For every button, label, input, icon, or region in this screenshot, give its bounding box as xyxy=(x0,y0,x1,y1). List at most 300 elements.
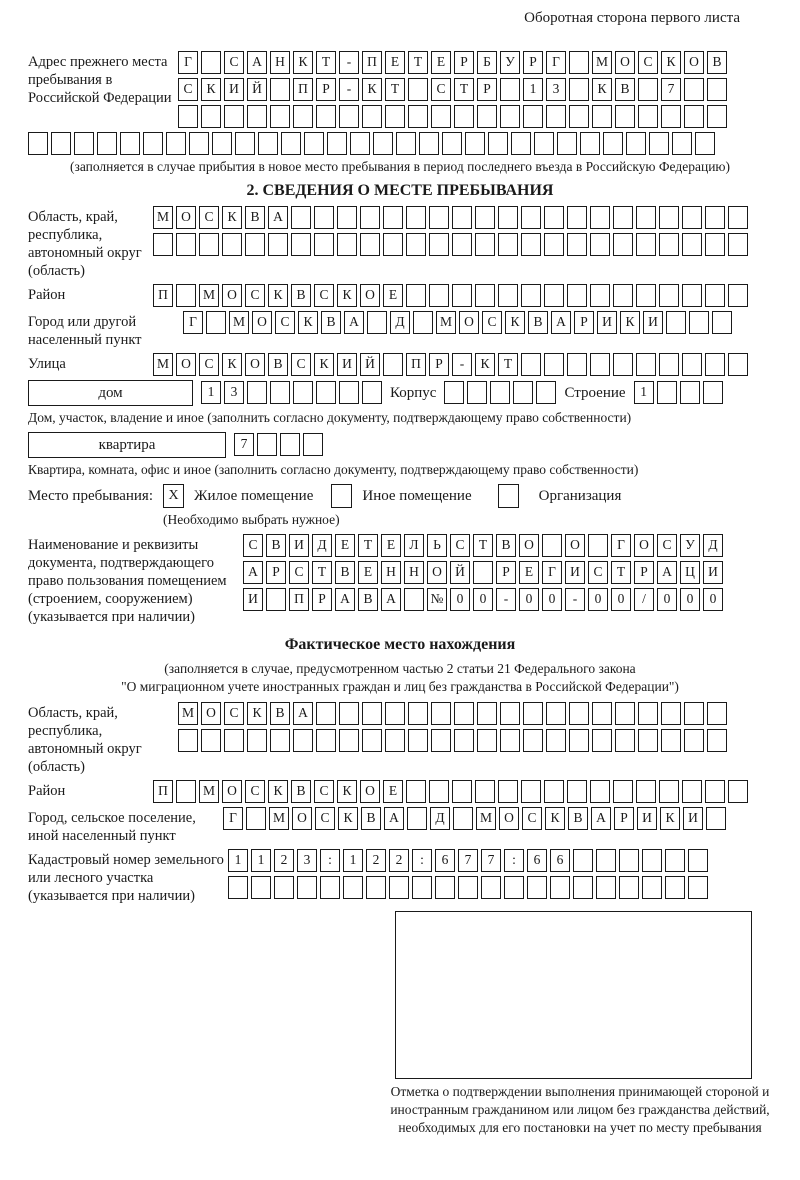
char-cell[interactable] xyxy=(619,849,639,872)
char-cell[interactable] xyxy=(245,233,265,256)
char-cell[interactable]: Т xyxy=(312,561,332,584)
char-cell[interactable] xyxy=(201,729,221,752)
char-cell[interactable]: Д xyxy=(430,807,450,830)
char-cell[interactable] xyxy=(454,702,474,725)
char-cell[interactable] xyxy=(534,132,554,155)
char-cell[interactable]: Е xyxy=(385,51,405,74)
char-cell[interactable] xyxy=(661,702,681,725)
char-cell[interactable] xyxy=(270,78,290,101)
char-cell[interactable]: 3 xyxy=(297,849,317,872)
char-cell[interactable]: В xyxy=(321,311,341,334)
char-cell[interactable] xyxy=(569,105,589,128)
char-cell[interactable] xyxy=(481,876,501,899)
char-cell[interactable]: М xyxy=(476,807,496,830)
char-cell[interactable]: О xyxy=(222,780,242,803)
char-cell[interactable]: С xyxy=(199,206,219,229)
char-cell[interactable] xyxy=(406,206,426,229)
char-cell[interactable]: С xyxy=(522,807,542,830)
char-cell[interactable] xyxy=(385,702,405,725)
char-cell[interactable]: 1 xyxy=(251,849,271,872)
char-cell[interactable] xyxy=(695,132,715,155)
char-cell[interactable] xyxy=(389,876,409,899)
char-cell[interactable] xyxy=(396,132,416,155)
char-cell[interactable]: Т xyxy=(611,561,631,584)
char-cell[interactable]: 2 xyxy=(366,849,386,872)
char-cell[interactable]: Р xyxy=(634,561,654,584)
char-cell[interactable] xyxy=(546,105,566,128)
char-cell[interactable] xyxy=(477,729,497,752)
char-cell[interactable] xyxy=(659,206,679,229)
char-cell[interactable]: М xyxy=(153,353,173,376)
char-cell[interactable] xyxy=(521,233,541,256)
char-cell[interactable] xyxy=(684,105,704,128)
char-cell[interactable] xyxy=(504,876,524,899)
char-cell[interactable] xyxy=(728,353,748,376)
char-cell[interactable] xyxy=(176,233,196,256)
house-type-box[interactable]: дом xyxy=(28,380,193,406)
char-cell[interactable]: Й xyxy=(247,78,267,101)
char-cell[interactable]: К xyxy=(337,780,357,803)
char-cell[interactable]: О xyxy=(252,311,272,334)
char-cell[interactable] xyxy=(189,132,209,155)
char-cell[interactable] xyxy=(659,284,679,307)
char-cell[interactable] xyxy=(613,206,633,229)
char-cell[interactable] xyxy=(707,105,727,128)
char-cell[interactable]: К xyxy=(362,78,382,101)
char-cell[interactable] xyxy=(706,807,726,830)
checkbox-residential[interactable]: X xyxy=(163,484,184,508)
char-cell[interactable] xyxy=(360,233,380,256)
char-cell[interactable]: К xyxy=(298,311,318,334)
char-cell[interactable] xyxy=(712,311,732,334)
char-cell[interactable] xyxy=(590,206,610,229)
char-cell[interactable]: - xyxy=(452,353,472,376)
char-cell[interactable] xyxy=(303,433,323,456)
char-cell[interactable] xyxy=(477,105,497,128)
char-cell[interactable] xyxy=(452,780,472,803)
char-cell[interactable] xyxy=(339,702,359,725)
char-cell[interactable] xyxy=(407,807,427,830)
char-cell[interactable] xyxy=(569,78,589,101)
char-cell[interactable]: И xyxy=(703,561,723,584)
char-cell[interactable]: П xyxy=(293,78,313,101)
char-cell[interactable]: 1 xyxy=(228,849,248,872)
char-cell[interactable]: К xyxy=(201,78,221,101)
char-cell[interactable]: А xyxy=(243,561,263,584)
char-cell[interactable] xyxy=(429,284,449,307)
char-cell[interactable] xyxy=(684,78,704,101)
char-cell[interactable]: В xyxy=(245,206,265,229)
char-cell[interactable] xyxy=(343,876,363,899)
char-cell[interactable]: 2 xyxy=(389,849,409,872)
char-cell[interactable] xyxy=(274,876,294,899)
char-cell[interactable]: Р xyxy=(454,51,474,74)
char-cell[interactable]: Д xyxy=(312,534,332,557)
char-cell[interactable]: И xyxy=(337,353,357,376)
char-cell[interactable]: Н xyxy=(404,561,424,584)
char-cell[interactable] xyxy=(247,381,267,404)
char-cell[interactable]: Г xyxy=(542,561,562,584)
char-cell[interactable] xyxy=(590,780,610,803)
char-cell[interactable] xyxy=(51,132,71,155)
char-cell[interactable]: Ь xyxy=(427,534,447,557)
char-cell[interactable]: А xyxy=(657,561,677,584)
char-cell[interactable] xyxy=(613,233,633,256)
char-cell[interactable] xyxy=(143,132,163,155)
char-cell[interactable] xyxy=(573,876,593,899)
char-cell[interactable]: 0 xyxy=(519,588,539,611)
char-cell[interactable]: Г xyxy=(611,534,631,557)
char-cell[interactable] xyxy=(592,702,612,725)
char-cell[interactable]: И xyxy=(637,807,657,830)
char-cell[interactable]: 1 xyxy=(343,849,363,872)
char-cell[interactable]: А xyxy=(591,807,611,830)
char-cell[interactable]: Й xyxy=(360,353,380,376)
char-cell[interactable]: Т xyxy=(498,353,518,376)
char-cell[interactable]: Н xyxy=(381,561,401,584)
char-cell[interactable]: О xyxy=(201,702,221,725)
char-cell[interactable] xyxy=(542,534,562,557)
char-cell[interactable] xyxy=(337,233,357,256)
char-cell[interactable]: И xyxy=(565,561,585,584)
char-cell[interactable]: Е xyxy=(383,284,403,307)
char-cell[interactable] xyxy=(178,105,198,128)
char-cell[interactable] xyxy=(406,284,426,307)
char-cell[interactable]: В xyxy=(358,588,378,611)
char-cell[interactable] xyxy=(657,381,677,404)
char-cell[interactable] xyxy=(659,233,679,256)
char-cell[interactable] xyxy=(251,876,271,899)
char-cell[interactable] xyxy=(615,702,635,725)
char-cell[interactable]: С xyxy=(657,534,677,557)
char-cell[interactable]: К xyxy=(337,284,357,307)
char-cell[interactable]: Е xyxy=(431,51,451,74)
char-cell[interactable] xyxy=(406,233,426,256)
char-cell[interactable] xyxy=(592,729,612,752)
char-cell[interactable] xyxy=(682,353,702,376)
char-cell[interactable]: Т xyxy=(408,51,428,74)
char-cell[interactable] xyxy=(666,311,686,334)
char-cell[interactable] xyxy=(385,729,405,752)
char-cell[interactable] xyxy=(592,105,612,128)
char-cell[interactable] xyxy=(316,105,336,128)
char-cell[interactable] xyxy=(513,381,533,404)
char-cell[interactable] xyxy=(222,233,242,256)
char-cell[interactable] xyxy=(176,284,196,307)
char-cell[interactable]: Н xyxy=(270,51,290,74)
char-cell[interactable] xyxy=(728,206,748,229)
char-cell[interactable]: А xyxy=(335,588,355,611)
char-cell[interactable]: В xyxy=(568,807,588,830)
char-cell[interactable]: Е xyxy=(383,780,403,803)
char-cell[interactable]: И xyxy=(224,78,244,101)
char-cell[interactable] xyxy=(404,588,424,611)
char-cell[interactable] xyxy=(199,233,219,256)
char-cell[interactable]: О xyxy=(684,51,704,74)
char-cell[interactable]: Е xyxy=(381,534,401,557)
char-cell[interactable] xyxy=(544,284,564,307)
char-cell[interactable]: М xyxy=(592,51,612,74)
char-cell[interactable] xyxy=(97,132,117,155)
char-cell[interactable]: Г xyxy=(546,51,566,74)
char-cell[interactable]: В xyxy=(270,702,290,725)
char-cell[interactable]: Т xyxy=(454,78,474,101)
char-cell[interactable] xyxy=(603,132,623,155)
char-cell[interactable] xyxy=(636,284,656,307)
char-cell[interactable] xyxy=(557,132,577,155)
char-cell[interactable] xyxy=(327,132,347,155)
char-cell[interactable] xyxy=(707,78,727,101)
apartment-type-box[interactable]: квартира xyxy=(28,432,226,458)
char-cell[interactable] xyxy=(178,729,198,752)
char-cell[interactable] xyxy=(304,132,324,155)
char-cell[interactable] xyxy=(280,433,300,456)
char-cell[interactable]: С xyxy=(224,702,244,725)
char-cell[interactable]: : xyxy=(320,849,340,872)
char-cell[interactable]: Г xyxy=(223,807,243,830)
char-cell[interactable] xyxy=(367,311,387,334)
char-cell[interactable] xyxy=(435,876,455,899)
char-cell[interactable]: Е xyxy=(519,561,539,584)
char-cell[interactable] xyxy=(688,876,708,899)
char-cell[interactable] xyxy=(642,849,662,872)
char-cell[interactable]: С xyxy=(291,353,311,376)
char-cell[interactable] xyxy=(293,381,313,404)
char-cell[interactable] xyxy=(270,105,290,128)
char-cell[interactable]: М xyxy=(199,284,219,307)
char-cell[interactable] xyxy=(442,132,462,155)
char-cell[interactable]: Т xyxy=(385,78,405,101)
char-cell[interactable] xyxy=(523,702,543,725)
char-cell[interactable]: В xyxy=(707,51,727,74)
char-cell[interactable]: В xyxy=(266,534,286,557)
char-cell[interactable] xyxy=(339,381,359,404)
char-cell[interactable]: В xyxy=(496,534,516,557)
char-cell[interactable]: О xyxy=(499,807,519,830)
char-cell[interactable]: К xyxy=(661,51,681,74)
char-cell[interactable] xyxy=(316,381,336,404)
char-cell[interactable] xyxy=(569,51,589,74)
char-cell[interactable]: 0 xyxy=(473,588,493,611)
char-cell[interactable] xyxy=(429,780,449,803)
char-cell[interactable]: Р xyxy=(574,311,594,334)
char-cell[interactable]: С xyxy=(199,353,219,376)
char-cell[interactable] xyxy=(475,284,495,307)
char-cell[interactable] xyxy=(707,729,727,752)
char-cell[interactable]: 3 xyxy=(224,381,244,404)
char-cell[interactable] xyxy=(362,105,382,128)
char-cell[interactable]: О xyxy=(222,284,242,307)
char-cell[interactable] xyxy=(638,78,658,101)
char-cell[interactable] xyxy=(385,105,405,128)
char-cell[interactable] xyxy=(638,702,658,725)
char-cell[interactable] xyxy=(477,702,497,725)
char-cell[interactable] xyxy=(465,132,485,155)
char-cell[interactable] xyxy=(642,876,662,899)
char-cell[interactable] xyxy=(408,729,428,752)
char-cell[interactable] xyxy=(544,233,564,256)
char-cell[interactable] xyxy=(316,702,336,725)
char-cell[interactable] xyxy=(412,876,432,899)
char-cell[interactable]: С xyxy=(588,561,608,584)
char-cell[interactable]: : xyxy=(504,849,524,872)
char-cell[interactable] xyxy=(362,729,382,752)
char-cell[interactable] xyxy=(613,353,633,376)
char-cell[interactable] xyxy=(350,132,370,155)
char-cell[interactable]: Р xyxy=(266,561,286,584)
char-cell[interactable]: 0 xyxy=(542,588,562,611)
char-cell[interactable] xyxy=(228,876,248,899)
char-cell[interactable]: А xyxy=(293,702,313,725)
checkbox-organization[interactable] xyxy=(498,484,519,508)
char-cell[interactable] xyxy=(366,876,386,899)
char-cell[interactable]: М xyxy=(153,206,173,229)
char-cell[interactable]: Г xyxy=(183,311,203,334)
char-cell[interactable]: Р xyxy=(312,588,332,611)
char-cell[interactable] xyxy=(235,132,255,155)
char-cell[interactable] xyxy=(291,233,311,256)
char-cell[interactable] xyxy=(684,729,704,752)
char-cell[interactable]: С xyxy=(431,78,451,101)
char-cell[interactable] xyxy=(596,849,616,872)
char-cell[interactable] xyxy=(707,702,727,725)
char-cell[interactable]: К xyxy=(268,780,288,803)
char-cell[interactable] xyxy=(429,206,449,229)
char-cell[interactable] xyxy=(176,780,196,803)
char-cell[interactable]: С xyxy=(275,311,295,334)
char-cell[interactable] xyxy=(339,729,359,752)
char-cell[interactable] xyxy=(258,132,278,155)
char-cell[interactable] xyxy=(429,233,449,256)
char-cell[interactable] xyxy=(431,105,451,128)
char-cell[interactable] xyxy=(498,284,518,307)
char-cell[interactable] xyxy=(498,780,518,803)
char-cell[interactable]: С xyxy=(243,534,263,557)
char-cell[interactable]: 0 xyxy=(657,588,677,611)
char-cell[interactable]: П xyxy=(362,51,382,74)
char-cell[interactable] xyxy=(665,849,685,872)
char-cell[interactable] xyxy=(293,729,313,752)
char-cell[interactable] xyxy=(682,206,702,229)
char-cell[interactable] xyxy=(383,353,403,376)
char-cell[interactable] xyxy=(452,284,472,307)
char-cell[interactable]: К xyxy=(505,311,525,334)
char-cell[interactable] xyxy=(458,876,478,899)
char-cell[interactable]: О xyxy=(459,311,479,334)
char-cell[interactable]: Р xyxy=(477,78,497,101)
char-cell[interactable] xyxy=(661,105,681,128)
char-cell[interactable]: С xyxy=(178,78,198,101)
char-cell[interactable] xyxy=(166,132,186,155)
char-cell[interactable]: С xyxy=(315,807,335,830)
char-cell[interactable] xyxy=(431,729,451,752)
char-cell[interactable] xyxy=(475,233,495,256)
char-cell[interactable]: Т xyxy=(316,51,336,74)
char-cell[interactable] xyxy=(544,353,564,376)
char-cell[interactable]: 7 xyxy=(661,78,681,101)
char-cell[interactable] xyxy=(206,311,226,334)
char-cell[interactable] xyxy=(452,233,472,256)
char-cell[interactable]: К xyxy=(314,353,334,376)
char-cell[interactable]: В xyxy=(335,561,355,584)
char-cell[interactable] xyxy=(569,729,589,752)
char-cell[interactable] xyxy=(224,729,244,752)
char-cell[interactable] xyxy=(490,381,510,404)
char-cell[interactable] xyxy=(270,381,290,404)
char-cell[interactable]: Б xyxy=(477,51,497,74)
char-cell[interactable] xyxy=(544,206,564,229)
char-cell[interactable]: 7 xyxy=(458,849,478,872)
char-cell[interactable]: У xyxy=(680,534,700,557)
char-cell[interactable]: И xyxy=(643,311,663,334)
char-cell[interactable]: К xyxy=(293,51,313,74)
char-cell[interactable] xyxy=(498,233,518,256)
char-cell[interactable]: - xyxy=(339,51,359,74)
char-cell[interactable] xyxy=(546,729,566,752)
char-cell[interactable]: Ц xyxy=(680,561,700,584)
char-cell[interactable]: О xyxy=(245,353,265,376)
char-cell[interactable]: О xyxy=(565,534,585,557)
char-cell[interactable] xyxy=(467,381,487,404)
char-cell[interactable]: П xyxy=(153,284,173,307)
char-cell[interactable]: С xyxy=(289,561,309,584)
char-cell[interactable]: А xyxy=(344,311,364,334)
char-cell[interactable] xyxy=(536,381,556,404)
char-cell[interactable] xyxy=(360,206,380,229)
char-cell[interactable]: П xyxy=(289,588,309,611)
char-cell[interactable]: А xyxy=(268,206,288,229)
char-cell[interactable]: - xyxy=(496,588,516,611)
char-cell[interactable] xyxy=(523,105,543,128)
char-cell[interactable]: 7 xyxy=(481,849,501,872)
char-cell[interactable] xyxy=(339,105,359,128)
char-cell[interactable]: Й xyxy=(450,561,470,584)
char-cell[interactable] xyxy=(689,311,709,334)
char-cell[interactable]: В xyxy=(268,353,288,376)
char-cell[interactable] xyxy=(212,132,232,155)
char-cell[interactable] xyxy=(413,311,433,334)
char-cell[interactable]: О xyxy=(427,561,447,584)
char-cell[interactable] xyxy=(383,206,403,229)
char-cell[interactable]: А xyxy=(384,807,404,830)
char-cell[interactable] xyxy=(728,780,748,803)
char-cell[interactable] xyxy=(383,233,403,256)
char-cell[interactable]: 1 xyxy=(523,78,543,101)
char-cell[interactable] xyxy=(452,206,472,229)
char-cell[interactable] xyxy=(659,780,679,803)
char-cell[interactable]: К xyxy=(247,702,267,725)
char-cell[interactable]: В xyxy=(291,284,311,307)
char-cell[interactable] xyxy=(638,105,658,128)
char-cell[interactable]: Д xyxy=(703,534,723,557)
char-cell[interactable] xyxy=(297,876,317,899)
char-cell[interactable]: И xyxy=(243,588,263,611)
char-cell[interactable] xyxy=(638,729,658,752)
char-cell[interactable] xyxy=(362,702,382,725)
char-cell[interactable]: Т xyxy=(358,534,378,557)
char-cell[interactable] xyxy=(511,132,531,155)
char-cell[interactable] xyxy=(454,729,474,752)
char-cell[interactable]: Л xyxy=(404,534,424,557)
char-cell[interactable]: 3 xyxy=(546,78,566,101)
char-cell[interactable]: К xyxy=(475,353,495,376)
char-cell[interactable] xyxy=(705,233,725,256)
char-cell[interactable] xyxy=(453,807,473,830)
char-cell[interactable]: Е xyxy=(335,534,355,557)
char-cell[interactable] xyxy=(567,284,587,307)
char-cell[interactable]: С xyxy=(314,284,334,307)
char-cell[interactable]: 6 xyxy=(435,849,455,872)
